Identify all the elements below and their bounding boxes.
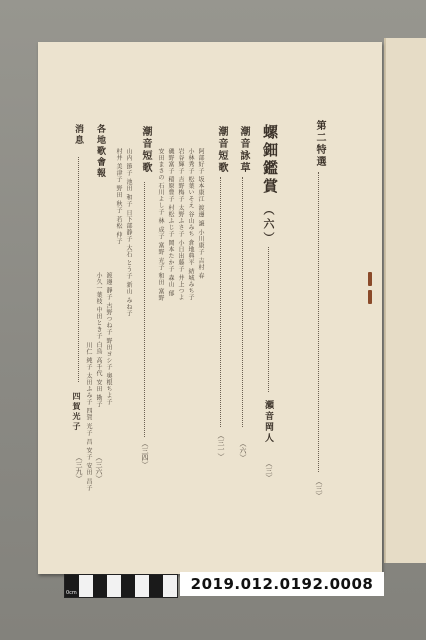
leader-dots <box>78 157 79 382</box>
leader-dots <box>144 182 145 437</box>
page-number: （三） <box>315 478 323 499</box>
scale-label-start: 0cm <box>66 590 77 596</box>
section-title-shousoku: 消息 <box>73 124 83 146</box>
facing-page-edge <box>384 38 426 563</box>
part-heading: 第二特選 <box>314 120 325 168</box>
contributor-names: 安田まさの 石川よし子 林 成子 富野 光子 和田 富野 <box>157 148 164 302</box>
leader-dots <box>242 177 243 427</box>
page-number: （三九） <box>75 454 83 482</box>
contributor-names: 村井 美津子 野田 秋子 若松 仲子 <box>115 148 122 245</box>
section-title-tanka-2: 潮音短歌 <box>140 126 151 174</box>
page-number: （三六） <box>95 454 103 482</box>
page-number: （三） <box>265 460 273 481</box>
scale-label-end: 5cm <box>164 590 175 596</box>
staple <box>368 290 372 304</box>
leader-dots <box>318 172 319 472</box>
contributor-names: 小久一葉枝 中田とき子 白鳥 高千代 安田 勘子 <box>95 272 102 408</box>
leader-dots <box>268 247 269 392</box>
contributor-names: 川仁 純子 太田ふみ子 四賀 光子 昌 安子 安田 昌子 <box>85 342 92 492</box>
contributor-names: 阿部好子 坂本康江 渡邊 譲 小川康子 吉村 春 <box>197 148 204 280</box>
color-scale-bar <box>64 574 178 598</box>
contributor-names: 小林秀子 松葉いそえ 谷山みち 倉地典平 結城みち子 <box>187 148 194 301</box>
section-author: 瀬音岡人 <box>263 400 273 444</box>
page-number: （三四） <box>141 440 149 468</box>
page-number: （三一） <box>217 432 225 460</box>
catalog-number-label: 2019.012.0192.0008 <box>180 572 384 596</box>
section-title-raden: 螺鈿鑑賞 <box>261 124 279 196</box>
contributor-names: 岩谷輝子 吉野梅子 太野ふさ子 小日出藤子 井上つよ <box>177 148 184 301</box>
section-suffix: （六） <box>262 204 275 246</box>
section-title-kakuchi: 各地歌會報 <box>95 124 105 179</box>
page-number: （六） <box>239 440 247 461</box>
contributor-names: 山内 節子 池田 和子 日下部静子 大石 とう子 新山 みね子 <box>125 148 132 317</box>
section-title-eisou: 潮音詠草 <box>238 126 249 174</box>
contributor-names: 渡邊 靜子 古野つね子 野田ヨシ子 奥根ちよ子 <box>105 272 112 406</box>
staple <box>368 272 372 286</box>
section-author: 四賀光子 <box>72 392 82 432</box>
booklet-page <box>38 42 382 574</box>
leader-dots <box>220 177 221 427</box>
section-title-tanka: 潮音短歌 <box>216 126 227 174</box>
contributor-names: 磯野富子 稲原豊子 村松ふじ子 岡本たか子 森山 郁 <box>167 148 174 297</box>
